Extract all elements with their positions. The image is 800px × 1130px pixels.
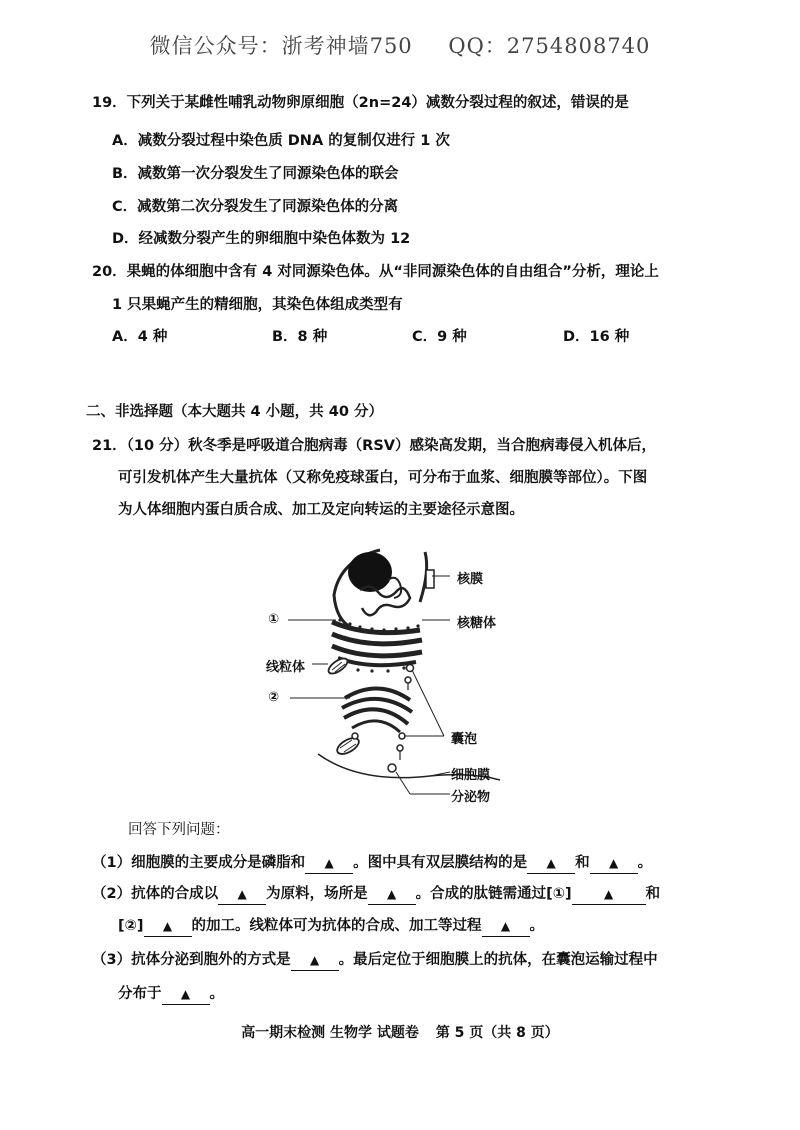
q21-p1-blank-3 [590, 853, 638, 874]
q21-line2: 可引发机体产生大量抗体（又称免疫球蛋白，可分布于血浆、细胞膜等部位）。下图 [118, 470, 648, 486]
blank-triangle: ▲ [162, 919, 173, 933]
q21-part3-line2 [118, 984, 224, 1005]
label-cell-membrane: 细胞膜 [451, 768, 491, 783]
blank-triangle: ▲ [604, 887, 614, 901]
page-footer [0, 1022, 800, 1042]
q21-part2-line2 [118, 916, 544, 937]
label-nuclear-envelope: 核膜 [457, 572, 484, 587]
q21-p2-text-b: 为原料，场所是 [266, 886, 368, 902]
section-2-title: 二、非选择题（本大题共 4 小题，共 40 分） [86, 404, 383, 420]
qq-number: QQ：2754808740 [448, 34, 651, 58]
q21-p1-text-d: 。 [637, 855, 653, 871]
blank-triangle: ▲ [180, 987, 191, 1001]
q21-p2-blank-2 [368, 884, 416, 905]
q21-p3-blank-2 [162, 984, 210, 1005]
blank-triangle: ▲ [500, 919, 511, 933]
label-1: ① [268, 612, 280, 627]
q20-option-d: D．16 种 [563, 329, 630, 345]
page-header [0, 30, 800, 60]
nuclear-pore [426, 570, 434, 588]
q21-p2-text-g: 。 [529, 918, 545, 934]
er-layer-3 [332, 646, 422, 656]
q21-line1: 21．（10 分）秋冬季是呼吸道合胞病毒（RSV）感染高发期，当合胞病毒侵入机体后， [92, 438, 656, 454]
label-ribosome: 核糖体 [457, 616, 497, 631]
q21-p2-text-c: 。合成的肽链需通过[①] [415, 886, 572, 902]
q21-part3-line1 [92, 950, 658, 971]
q21-p1-text-a: （1）细胞膜的主要成分是磷脂和 [92, 855, 306, 871]
q19-option-b: B．减数第一次分裂发生了同源染色体的联会 [112, 166, 399, 182]
secretion-vesicle [388, 764, 396, 772]
blank-triangle: ▲ [309, 953, 320, 967]
q21-p1-blank-1 [305, 853, 353, 874]
q21-p1-text-b: 。图中具有双层膜结构的是 [353, 855, 528, 871]
secretory-vesicle [397, 745, 403, 751]
wechat-account: 微信公众号：浙考神墙750 [149, 34, 413, 58]
q20-option-a: A．4 种 [112, 329, 168, 345]
label-mitochondrion: 线粒体 [266, 660, 306, 675]
q21-p2-text-f: 的加工。线粒体可为抗体的合成、加工等过程 [191, 918, 482, 934]
leader-vesicle-a [412, 670, 444, 736]
golgi-4 [352, 721, 400, 732]
q21-p3-text-b: 。最后定位于细胞膜上的抗体，在囊泡运输过程中 [338, 952, 658, 968]
footer-title: 高一期末检测 生物学 试题卷 [241, 1025, 419, 1041]
q21-p1-blank-2 [527, 853, 575, 874]
q20-stem-line2: 1 只果蝇产生的精细胞，其染色体组成类型有 [112, 297, 403, 313]
q21-part1 [92, 853, 652, 874]
q21-p2-blank-4 [144, 916, 192, 937]
q21-p3-text-a: （3）抗体分泌到胞外的方式是 [92, 952, 291, 968]
blank-triangle: ▲ [546, 856, 556, 870]
vesicle-2 [405, 677, 411, 683]
q20-option-b: B．8 种 [272, 329, 328, 345]
q19-option-a: A．减数分裂过程中染色质 DNA 的复制仅进行 1 次 [112, 133, 450, 149]
q21-p2-blank-3 [572, 884, 646, 905]
q21-p3-blank-1 [291, 950, 339, 971]
q19-option-c: C．减数第二次分裂发生了同源染色体的分离 [112, 199, 399, 215]
er-layer-2 [332, 634, 422, 644]
answer-prompt: 回答下列问题： [128, 822, 230, 838]
blank-triangle: ▲ [386, 887, 397, 901]
leader-secretion-a [396, 772, 410, 794]
cell-diagram [260, 540, 540, 810]
golgi-vesicle-1 [352, 733, 358, 739]
q20-stem-line1: 20．果蝇的体细胞中含有 4 对同源染色体。从“非同源染色体的自由组合”分析，理论上 [92, 264, 659, 280]
q20-option-c: C．9 种 [412, 329, 467, 345]
er-layer-4 [338, 658, 416, 665]
label-secretion: 分泌物 [451, 790, 491, 805]
q21-p3-text-d: 。 [209, 986, 224, 1002]
q21-p1-text-c: 和 [575, 855, 590, 871]
q21-p2-blank-1 [218, 884, 266, 905]
q21-p3-text-c: 分布于 [118, 986, 162, 1002]
q19-option-d: D．经减数分裂产生的卵细胞中染色体数为 12 [112, 231, 411, 247]
q21-p2-text-a: （2）抗体的合成以 [92, 886, 219, 902]
q21-p2-text-e: [②] [118, 918, 144, 934]
q21-p2-blank-5 [482, 916, 530, 937]
label-2: ② [268, 690, 280, 705]
blank-triangle: ▲ [324, 856, 334, 870]
label-vesicle: 囊泡 [451, 732, 478, 747]
footer-page-number: 第 5 页（共 8 页） [435, 1025, 559, 1041]
blank-triangle: ▲ [608, 856, 619, 870]
blank-triangle: ▲ [237, 887, 247, 901]
q19-stem: 19．下列关于某雌性哺乳动物卵原细胞（2n=24）减数分裂过程的叙述，错误的是 [92, 95, 629, 111]
q21-p2-text-d: 和 [645, 886, 661, 902]
q21-part2-line1 [92, 884, 660, 905]
q21-line3: 为人体细胞内蛋白质合成、加工及定向转运的主要途径示意图。 [118, 502, 524, 518]
